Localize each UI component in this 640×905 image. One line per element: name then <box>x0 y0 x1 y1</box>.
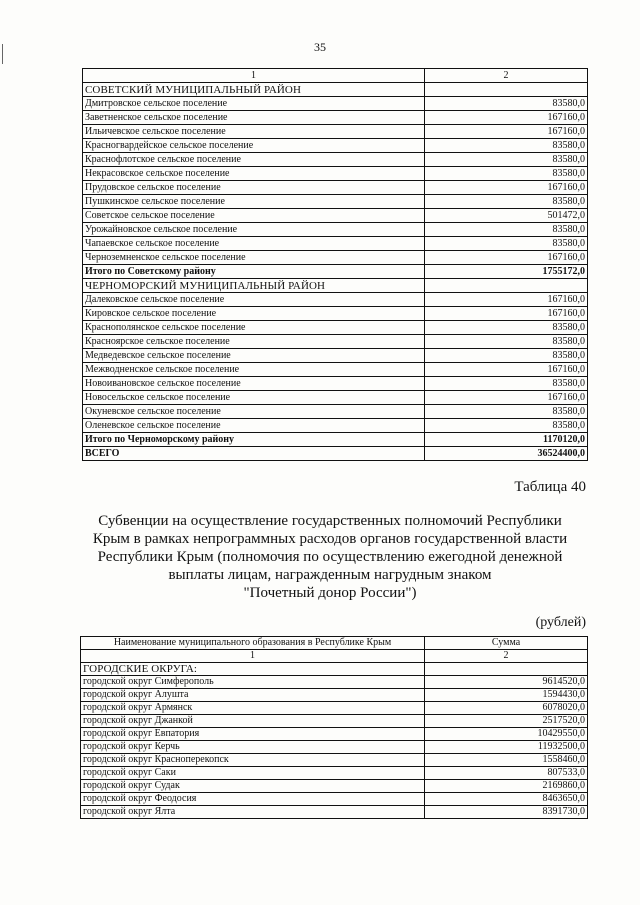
unit-label: (рублей) <box>535 615 586 630</box>
table-row <box>83 293 588 307</box>
title-line: Крым в рамках непрограммных расходов органов государственной власти <box>92 531 568 547</box>
row-name: Черноземненское сельское поселение <box>83 251 425 265</box>
row-value: 2169860,0 <box>425 780 588 793</box>
row-name: Прудовское сельское поселение <box>83 181 425 195</box>
table-row <box>83 405 588 419</box>
table-row <box>83 237 588 251</box>
row-value: 167160,0 <box>425 293 588 307</box>
row-name: Красноярское сельское поселение <box>83 335 425 349</box>
title-line: выплаты лицам, награжденным нагрудным знаком <box>168 567 492 583</box>
column-number-row <box>81 650 588 663</box>
table-row <box>83 349 588 363</box>
row-name: Советское сельское поселение <box>83 209 425 223</box>
row-value: 83580,0 <box>425 195 588 209</box>
table-row <box>83 195 588 209</box>
table-row <box>83 377 588 391</box>
column-number: 1 <box>81 650 425 663</box>
table-donor-subventions <box>80 636 588 819</box>
row-name: городской округ Керчь <box>81 741 425 754</box>
row-value: 8391730,0 <box>425 806 588 819</box>
row-value: 2517520,0 <box>425 715 588 728</box>
row-name: Новоивановское сельское поселение <box>83 377 425 391</box>
table-row <box>83 181 588 195</box>
row-value: 83580,0 <box>425 419 588 433</box>
row-name: городской округ Симферополь <box>81 676 425 689</box>
table-row <box>83 321 588 335</box>
row-value: 83580,0 <box>425 167 588 181</box>
row-value: 167160,0 <box>425 111 588 125</box>
table-title <box>60 512 600 602</box>
row-name: Краснофлотское сельское поселение <box>83 153 425 167</box>
row-name: Оленевское сельское поселение <box>83 419 425 433</box>
section-row <box>83 279 588 293</box>
row-value: 1594430,0 <box>425 689 588 702</box>
row-value <box>425 83 588 97</box>
table-row <box>83 167 588 181</box>
column-header-name: Наименование муниципального образования в Республике Крым <box>81 637 425 650</box>
page-number: 35 <box>314 40 326 54</box>
row-name: Пушкинское сельское поселение <box>83 195 425 209</box>
row-name: Урожайновское сельское поселение <box>83 223 425 237</box>
row-name: городской округ Саки <box>81 767 425 780</box>
row-value: 11932500,0 <box>425 741 588 754</box>
table-row <box>81 676 588 689</box>
row-value: 501472,0 <box>425 209 588 223</box>
row-name: городской округ Алушта <box>81 689 425 702</box>
row-name: ГОРОДСКИЕ ОКРУГА: <box>81 663 425 676</box>
row-name: Кировское сельское поселение <box>83 307 425 321</box>
row-value: 83580,0 <box>425 377 588 391</box>
row-value: 83580,0 <box>425 405 588 419</box>
row-name: ЧЕРНОМОРСКИЙ МУНИЦИПАЛЬНЫЙ РАЙОН <box>83 279 425 293</box>
title-line: Республики Крым (полномочия по осуществлению ежегодной денежной <box>97 549 563 565</box>
table-row <box>83 153 588 167</box>
row-name: Красногвардейское сельское поселение <box>83 139 425 153</box>
row-value: 83580,0 <box>425 349 588 363</box>
row-value: 83580,0 <box>425 223 588 237</box>
total-row <box>83 265 588 279</box>
row-name: Медведевское сельское поселение <box>83 349 425 363</box>
column-number: 2 <box>425 650 588 663</box>
table-row <box>81 741 588 754</box>
table-row <box>81 689 588 702</box>
title-line: "Почетный донор России") <box>243 585 417 601</box>
table-district-allocations <box>82 68 588 461</box>
column-number: 1 <box>83 69 425 83</box>
row-value: 1558460,0 <box>425 754 588 767</box>
total-row <box>83 447 588 461</box>
table-row <box>83 223 588 237</box>
table-row <box>83 335 588 349</box>
table-row <box>83 363 588 377</box>
table-row <box>81 767 588 780</box>
table-row <box>81 702 588 715</box>
row-value: 36524400,0 <box>425 447 588 461</box>
row-name: Дмитровское сельское поселение <box>83 97 425 111</box>
row-value: 83580,0 <box>425 321 588 335</box>
row-value: 6078020,0 <box>425 702 588 715</box>
row-name: городской округ Евпатория <box>81 728 425 741</box>
row-name: ВСЕГО <box>83 447 425 461</box>
row-name: городской округ Феодосия <box>81 793 425 806</box>
row-value: 10429550,0 <box>425 728 588 741</box>
row-name: Новосельское сельское поселение <box>83 391 425 405</box>
table-row <box>83 97 588 111</box>
column-number: 2 <box>425 69 588 83</box>
row-name: Краснополянское сельское поселение <box>83 321 425 335</box>
row-value <box>425 663 588 676</box>
row-name: Чапаевское сельское поселение <box>83 237 425 251</box>
row-name: Итого по Советскому району <box>83 265 425 279</box>
table-row <box>83 209 588 223</box>
row-value: 1755172,0 <box>425 265 588 279</box>
row-value: 167160,0 <box>425 307 588 321</box>
table-row <box>81 728 588 741</box>
row-name: Некрасовское сельское поселение <box>83 167 425 181</box>
table-row <box>81 806 588 819</box>
row-name: Межводненское сельское поселение <box>83 363 425 377</box>
table-row <box>83 307 588 321</box>
row-name: Окуневское сельское поселение <box>83 405 425 419</box>
row-value: 1170120,0 <box>425 433 588 447</box>
row-name: городской округ Судак <box>81 780 425 793</box>
row-value: 8463650,0 <box>425 793 588 806</box>
table-row <box>83 111 588 125</box>
row-value: 167160,0 <box>425 125 588 139</box>
table-label: Таблица 40 <box>514 479 586 495</box>
column-number-row <box>83 69 588 83</box>
row-value: 83580,0 <box>425 97 588 111</box>
row-value: 167160,0 <box>425 391 588 405</box>
row-name: городской округ Армянск <box>81 702 425 715</box>
table-row <box>81 780 588 793</box>
row-value: 167160,0 <box>425 181 588 195</box>
row-value: 83580,0 <box>425 237 588 251</box>
section-row <box>81 663 588 676</box>
table-row <box>83 391 588 405</box>
table-row <box>83 125 588 139</box>
row-name: Заветненское сельское поселение <box>83 111 425 125</box>
row-name: городской округ Джанкой <box>81 715 425 728</box>
row-name: Ильичевское сельское поселение <box>83 125 425 139</box>
section-row <box>83 83 588 97</box>
title-line: Субвенции на осуществление государственных полномочий Республики <box>98 513 562 529</box>
table-row <box>81 754 588 767</box>
table-row <box>83 419 588 433</box>
row-name: Итого по Черноморскому району <box>83 433 425 447</box>
table-row <box>83 139 588 153</box>
total-row <box>83 433 588 447</box>
row-name: Далековское сельское поселение <box>83 293 425 307</box>
column-header-sum: Сумма <box>425 637 588 650</box>
row-value: 83580,0 <box>425 139 588 153</box>
header-row <box>81 637 588 650</box>
row-value: 83580,0 <box>425 153 588 167</box>
row-name: СОВЕТСКИЙ МУНИЦИПАЛЬНЫЙ РАЙОН <box>83 83 425 97</box>
table-row <box>81 715 588 728</box>
row-value: 9614520,0 <box>425 676 588 689</box>
table-row <box>81 793 588 806</box>
table-row <box>83 251 588 265</box>
row-name: городской округ Красноперекопск <box>81 754 425 767</box>
row-value <box>425 279 588 293</box>
row-value: 807533,0 <box>425 767 588 780</box>
row-name: городской округ Ялта <box>81 806 425 819</box>
row-value: 167160,0 <box>425 251 588 265</box>
row-value: 83580,0 <box>425 335 588 349</box>
row-value: 167160,0 <box>425 363 588 377</box>
